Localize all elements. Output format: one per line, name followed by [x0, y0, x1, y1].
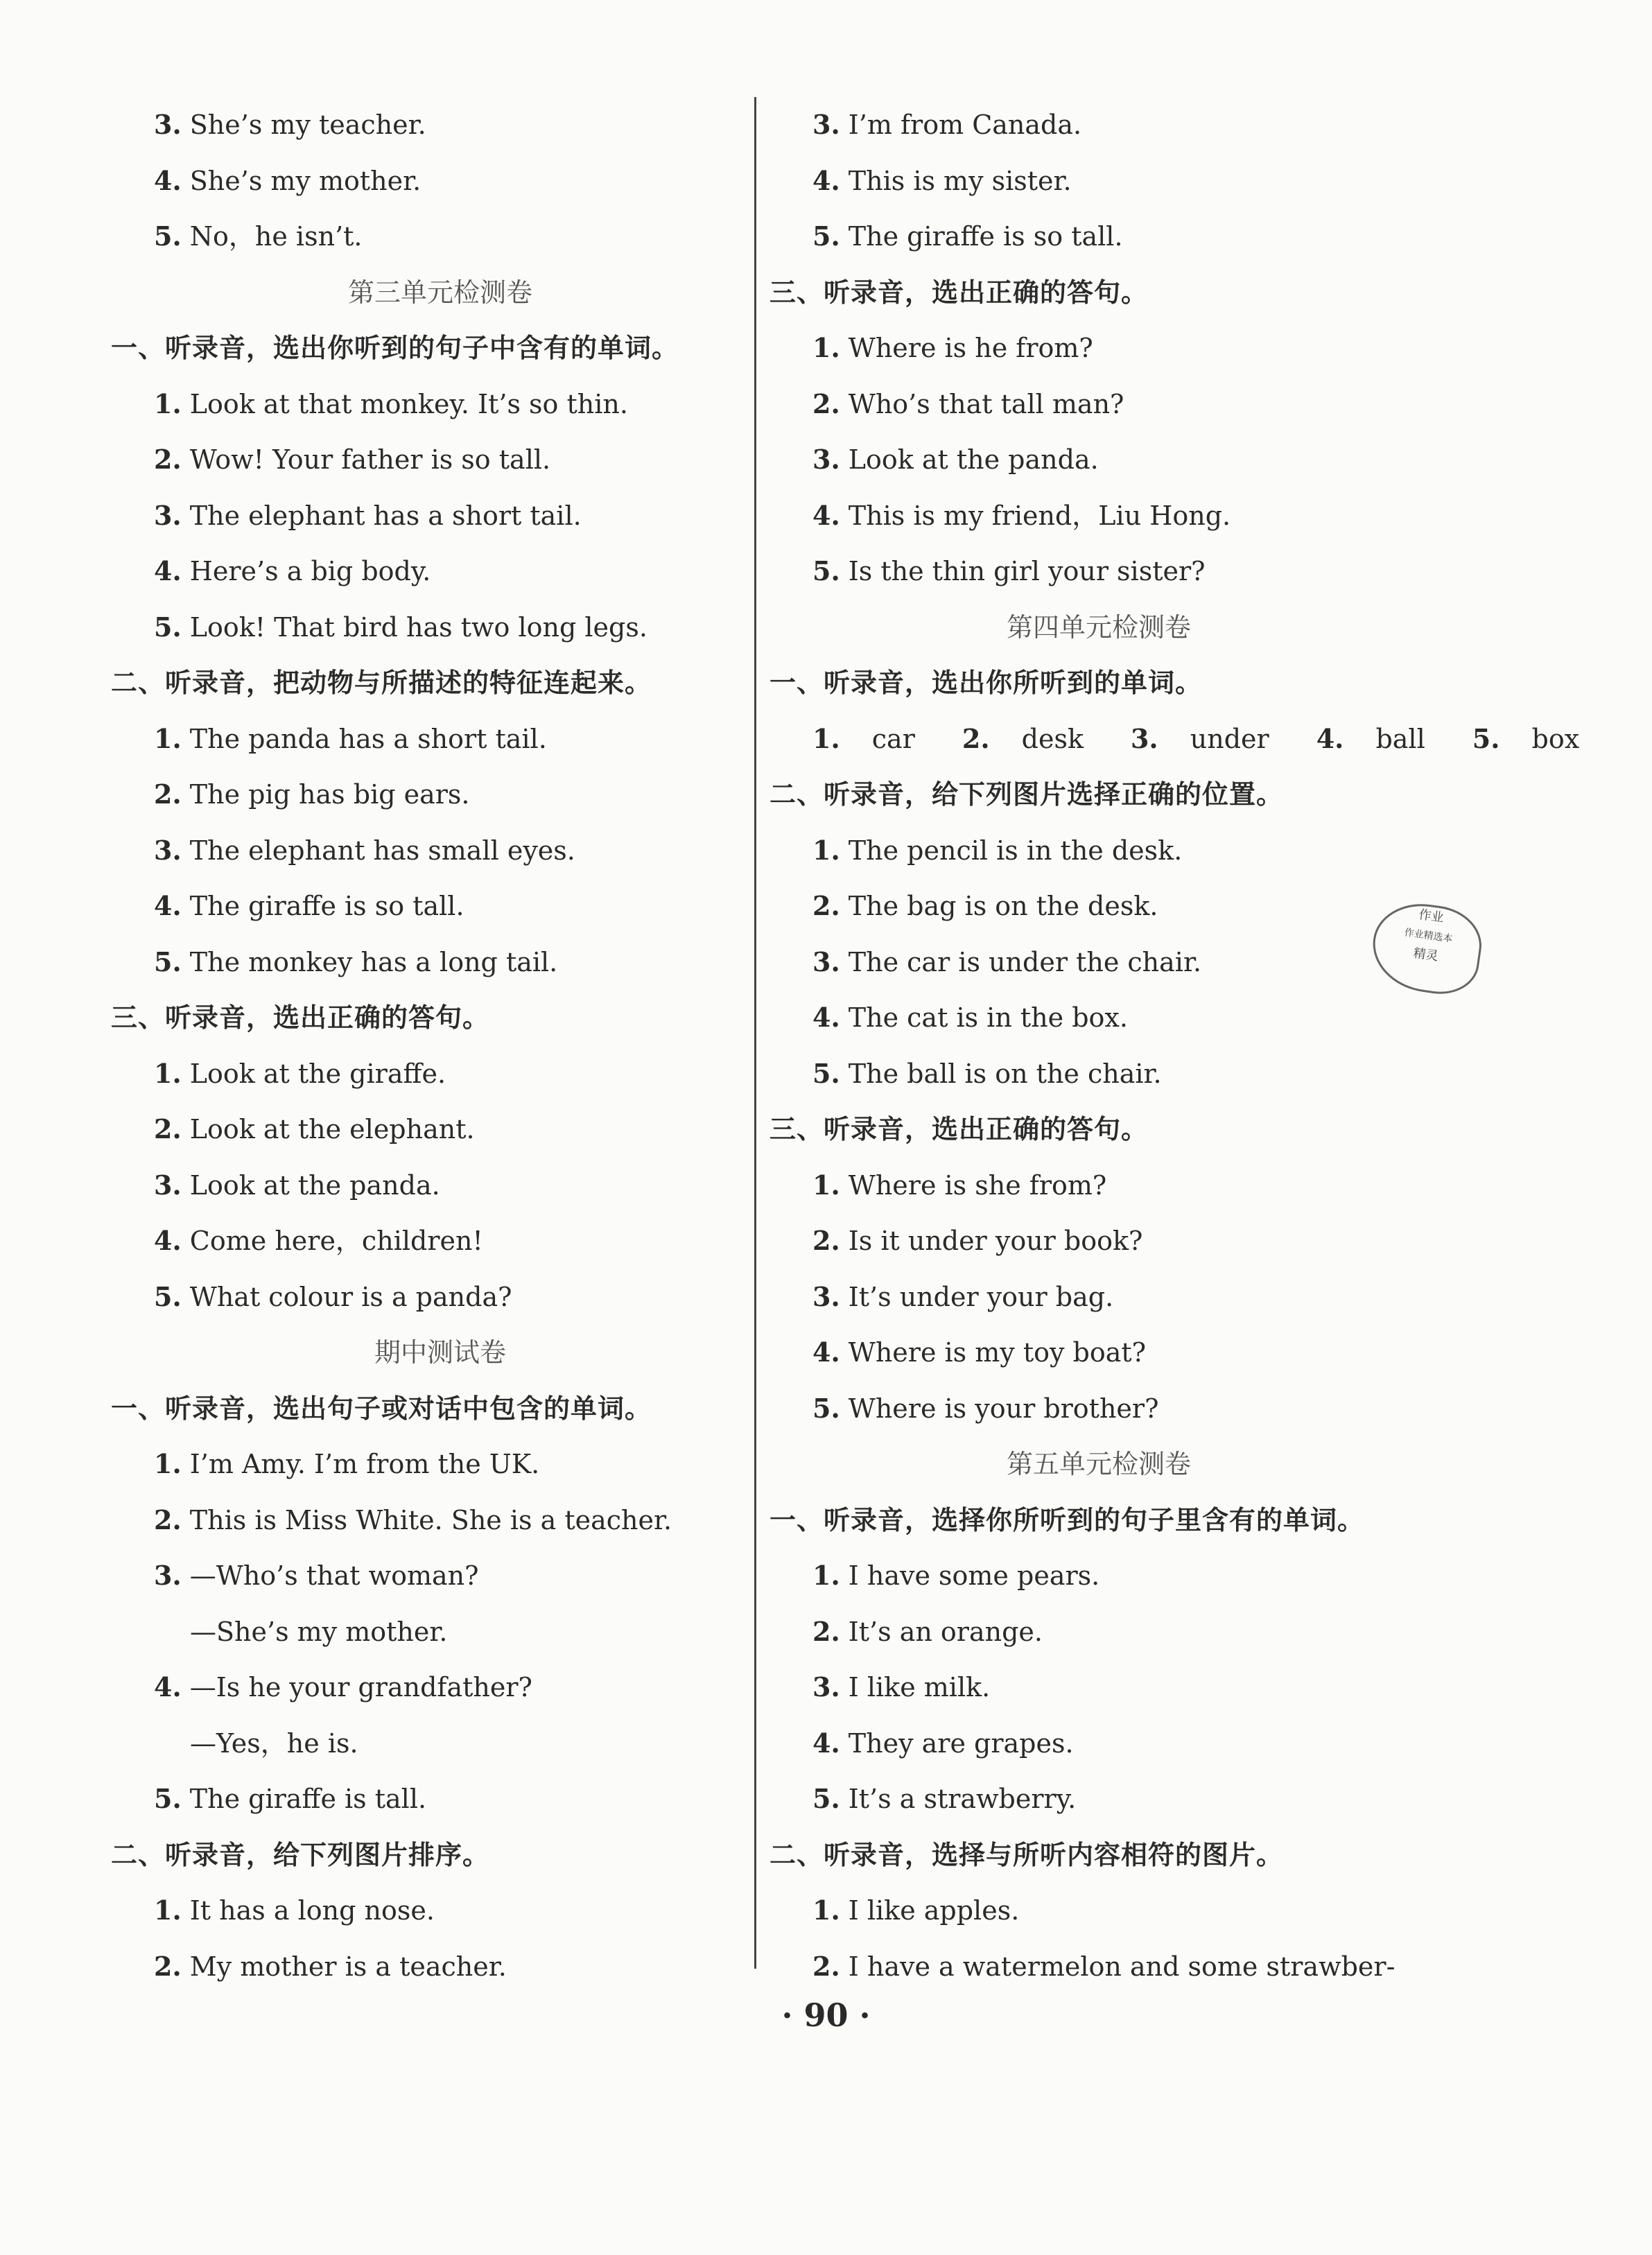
answer-text: Look at the panda. — [189, 1169, 440, 1201]
answer-line — [770, 543, 1428, 600]
answer-line — [770, 1548, 1428, 1604]
answer-text: She’s my teacher. — [189, 110, 426, 140]
word-text: box — [1531, 723, 1580, 754]
section-heading: 二、听录音，给下列图片排序。 — [111, 1839, 490, 1870]
answer-line — [770, 376, 1428, 433]
item-number: 5. — [812, 220, 840, 252]
answer-text: Where is he from? — [848, 333, 1093, 363]
section-heading: 一、听录音，选出句子或对话中包含的单词。 — [111, 1393, 652, 1424]
answer-text: Look! That bird has two long legs. — [189, 611, 647, 643]
answer-line — [111, 1213, 770, 1269]
word-text: under — [1190, 723, 1269, 754]
answer-line — [111, 1716, 770, 1772]
answer-text: Wow! Your father is so tall. — [189, 444, 551, 475]
answer-line — [111, 878, 770, 934]
answer-line — [111, 1046, 770, 1102]
item-number: 1. — [154, 722, 182, 754]
unit-title: 期中测试卷 — [374, 1337, 506, 1368]
answer-text: The car is under the chair. — [848, 946, 1202, 977]
section-heading: 一、听录音，选择你所听到的句子里含有的单词。 — [770, 1504, 1365, 1535]
answer-text: Where is my toy boat? — [848, 1337, 1147, 1368]
item-number: 3. — [812, 1280, 840, 1312]
item-number: 1. — [812, 1560, 840, 1591]
item-number: 4. — [1316, 722, 1344, 754]
item-number: 4. — [154, 164, 182, 196]
answer-text: The giraffe is so tall. — [848, 221, 1123, 252]
item-number: 4. — [812, 1002, 840, 1033]
word-text: desk — [1021, 723, 1084, 754]
item-number: 5. — [154, 946, 182, 977]
answer-text: She’s my mother. — [189, 165, 421, 196]
word-item — [812, 724, 939, 754]
unit-title: 第三单元检测卷 — [347, 277, 532, 308]
item-number: 3. — [1130, 722, 1158, 754]
item-number: 2. — [154, 444, 182, 475]
item-number: 3. — [812, 1671, 840, 1703]
answer-text: —She’s my mother. — [190, 1616, 448, 1647]
item-number: 4. — [812, 1727, 840, 1759]
answer-line — [111, 1939, 770, 1995]
section-heading: 二、听录音，给下列图片选择正确的位置。 — [770, 779, 1284, 810]
answer-text: The pencil is in the desk. — [848, 835, 1183, 866]
section-heading: 一、听录音，选出你听到的句子中含有的单词。 — [111, 333, 679, 363]
answer-line — [770, 1158, 1428, 1214]
page-number: · 90 · — [781, 1996, 871, 2034]
answer-text: It’s a strawberry. — [848, 1784, 1077, 1814]
item-number: 5. — [154, 220, 182, 252]
section-heading: 三、听录音，选出正确的答句。 — [770, 277, 1149, 308]
answer-line — [770, 97, 1428, 153]
item-number: 1. — [812, 834, 840, 866]
stamp-bottom: 精灵 — [1412, 946, 1439, 964]
item-number: 4. — [154, 1671, 182, 1703]
item-number: 2. — [812, 1615, 840, 1647]
answer-line — [111, 376, 770, 433]
answer-line — [111, 1604, 770, 1660]
unit-title: 第五单元检测卷 — [1006, 1449, 1191, 1479]
answer-text: This is my friend，Liu Hong. — [848, 500, 1231, 531]
section-heading: 三、听录音，选出正确的答句。 — [111, 1002, 490, 1033]
answer-line — [111, 1158, 770, 1214]
answer-text: Where is she from? — [848, 1169, 1107, 1201]
word-text: ball — [1375, 723, 1425, 754]
word-item — [1472, 724, 1603, 754]
item-number: 2. — [154, 1113, 182, 1144]
section-heading: 三、听录音，选出正确的答句。 — [770, 1114, 1149, 1144]
item-number: 5. — [154, 611, 182, 643]
answer-text: My mother is a teacher. — [189, 1951, 507, 1982]
item-number: 2. — [154, 1504, 182, 1535]
item-number: 1. — [812, 722, 840, 754]
stamp-top: 作业 — [1418, 907, 1445, 925]
item-number: 5. — [812, 1783, 840, 1814]
answer-line — [111, 209, 770, 265]
answer-line — [111, 1102, 770, 1158]
item-number: 3. — [812, 946, 840, 977]
answer-line — [111, 1771, 770, 1827]
answer-line — [770, 1325, 1428, 1381]
item-number: 5. — [812, 1057, 840, 1089]
answer-text: I like milk. — [848, 1672, 991, 1703]
answer-text: Come here，children! — [189, 1226, 483, 1256]
answer-text: Where is your brother? — [848, 1393, 1159, 1424]
item-number: 4. — [154, 555, 182, 586]
answer-line — [111, 1548, 770, 1604]
answer-text: Who’s that tall man? — [848, 388, 1124, 419]
answer-line — [111, 153, 770, 209]
answer-line — [770, 878, 1428, 934]
section-heading: 二、听录音，把动物与所描述的特征连起来。 — [111, 668, 652, 698]
answer-text: Look at the panda. — [848, 444, 1099, 475]
word-text: car — [871, 723, 915, 754]
answer-line — [770, 209, 1428, 265]
item-number: 2. — [154, 778, 182, 810]
answer-line — [111, 1883, 770, 1939]
answer-text: Look at the giraffe. — [189, 1058, 446, 1089]
item-number: 4. — [154, 890, 182, 921]
answer-text: The cat is in the box. — [848, 1002, 1128, 1033]
answer-text: The panda has a short tail. — [189, 723, 547, 754]
answer-line — [770, 1883, 1428, 1939]
answer-line — [770, 1939, 1428, 1995]
answer-text: This is Miss White. She is a teacher. — [189, 1504, 672, 1535]
item-number: 3. — [812, 109, 840, 140]
answer-text: The giraffe is so tall. — [189, 891, 464, 921]
item-number: 5. — [154, 1280, 182, 1312]
item-number: 3. — [154, 1169, 182, 1201]
word-item — [1316, 724, 1449, 754]
answer-line — [111, 97, 770, 153]
answer-line — [770, 1716, 1428, 1772]
answer-line — [111, 488, 770, 544]
unit-title: 第四单元检测卷 — [1006, 611, 1191, 643]
answer-line — [111, 600, 770, 656]
answer-text: It has a long nose. — [189, 1895, 435, 1926]
word-list — [770, 711, 1580, 767]
answer-text: Is it under your book? — [848, 1226, 1143, 1256]
answer-text: I’m Amy. I’m from the UK. — [189, 1449, 540, 1479]
section-heading: 二、听录音，选择与所听内容相符的图片。 — [770, 1839, 1284, 1870]
item-number: 3. — [154, 1560, 182, 1591]
answer-line — [770, 1046, 1428, 1102]
answer-text: This is my sister. — [848, 165, 1072, 196]
answer-text: —Who’s that woman? — [189, 1560, 479, 1591]
answer-line — [770, 488, 1428, 544]
item-number: 2. — [812, 388, 840, 419]
answer-text: The bag is on the desk. — [848, 891, 1158, 921]
answer-line — [770, 823, 1428, 879]
answer-line — [111, 767, 770, 823]
answer-text: Here’s a big body. — [189, 556, 431, 586]
answer-text: I have some pears. — [848, 1560, 1100, 1591]
item-number: 1. — [154, 388, 182, 419]
item-number: 5. — [154, 1783, 182, 1814]
answer-line — [111, 711, 770, 767]
answer-text: Look at that monkey. It’s so thin. — [189, 388, 628, 419]
answer-text: It’s an orange. — [848, 1616, 1043, 1647]
item-number: 3. — [154, 834, 182, 866]
left-column — [111, 97, 770, 1994]
item-number: 2. — [154, 1950, 182, 1982]
answer-line — [770, 1213, 1428, 1269]
answer-line — [770, 320, 1428, 376]
item-number: 1. — [154, 1895, 182, 1926]
answer-text: The pig has big ears. — [189, 779, 470, 810]
answer-line — [111, 1269, 770, 1325]
answer-text: —Yes，he is. — [190, 1727, 358, 1759]
answer-line — [770, 153, 1428, 209]
answer-line — [770, 1604, 1428, 1660]
answer-text: The ball is on the chair. — [848, 1058, 1162, 1089]
answer-text: No，he isn’t. — [189, 221, 363, 252]
answer-line — [770, 990, 1428, 1046]
answer-text: The monkey has a long tail. — [189, 946, 558, 977]
item-number: 2. — [812, 890, 840, 921]
answer-text: They are grapes. — [848, 1727, 1074, 1759]
answer-line — [770, 1771, 1428, 1827]
answer-line — [770, 1381, 1428, 1437]
answer-line — [111, 1660, 770, 1716]
answer-line — [111, 432, 770, 488]
item-number: 2. — [812, 1950, 840, 1982]
item-number: 3. — [154, 499, 182, 531]
item-number: 1. — [812, 1895, 840, 1926]
answer-line — [111, 823, 770, 879]
item-number: 2. — [812, 1225, 840, 1256]
item-number: 5. — [812, 555, 840, 586]
item-number: 3. — [812, 444, 840, 475]
answer-line — [111, 543, 770, 600]
answer-text: It’s under your bag. — [848, 1281, 1114, 1312]
answer-text: Look at the elephant. — [189, 1114, 475, 1144]
item-number: 1. — [154, 1057, 182, 1089]
answer-line — [770, 432, 1428, 488]
item-number: 2. — [962, 722, 990, 754]
answer-text: The elephant has a short tail. — [189, 500, 582, 531]
answer-text: I like apples. — [848, 1895, 1020, 1926]
answer-line — [770, 1660, 1428, 1716]
answer-text: I have a watermelon and some strawber- — [848, 1951, 1395, 1982]
answer-text: The giraffe is tall. — [189, 1784, 427, 1814]
section-heading: 一、听录音，选出你所听到的单词。 — [770, 668, 1203, 698]
answer-text: I’m from Canada. — [848, 110, 1082, 140]
stamp-middle: 作业精选本 — [1403, 927, 1454, 945]
word-item — [1131, 724, 1293, 754]
item-number: 4. — [812, 164, 840, 196]
answer-line — [111, 1436, 770, 1492]
item-number: 4. — [154, 1225, 182, 1256]
answer-line — [111, 934, 770, 991]
answer-line — [770, 934, 1428, 991]
answer-text: The elephant has small eyes. — [189, 835, 575, 866]
item-number: 3. — [154, 109, 182, 140]
answer-line — [770, 1269, 1428, 1325]
item-number: 5. — [812, 1392, 840, 1424]
answer-text: What colour is a panda? — [189, 1281, 512, 1312]
item-number: 4. — [812, 499, 840, 531]
item-number: 1. — [812, 1169, 840, 1201]
item-number: 5. — [1472, 722, 1500, 754]
answer-line — [111, 1492, 770, 1549]
answer-text: Is the thin girl your sister? — [848, 556, 1206, 586]
word-item — [962, 724, 1107, 754]
item-number: 1. — [812, 332, 840, 363]
item-number: 1. — [154, 1448, 182, 1479]
answer-text: —Is he your grandfather? — [189, 1672, 532, 1703]
item-number: 4. — [812, 1337, 840, 1368]
